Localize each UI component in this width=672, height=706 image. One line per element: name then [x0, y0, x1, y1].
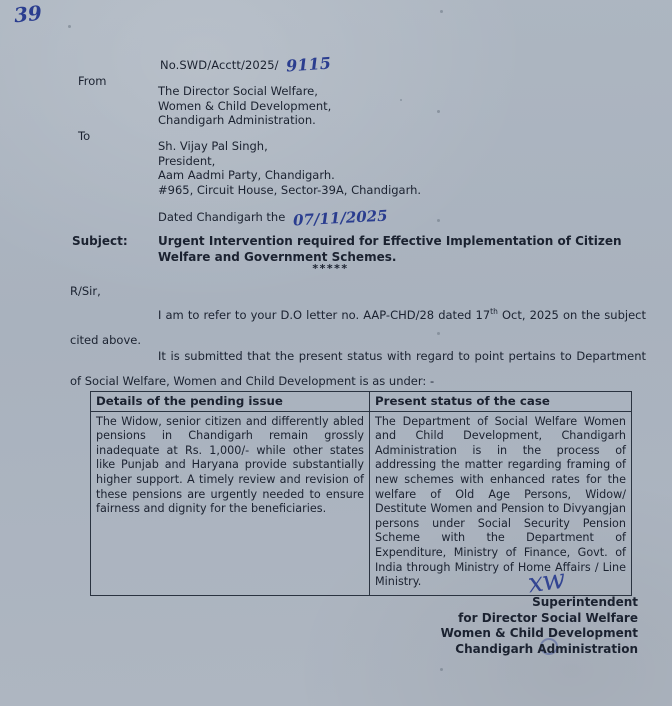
- paper-speck: [440, 668, 443, 671]
- sender-address-line: Chandigarh Administration.: [158, 113, 316, 128]
- recipient-address-line: Aam Aadmi Party, Chandigarh.: [158, 168, 335, 183]
- handwritten-page-number: 39: [12, 0, 44, 28]
- to-label: To: [78, 129, 91, 143]
- sender-address: [158, 84, 331, 128]
- paper-speck: [400, 99, 402, 101]
- handwritten-date: 07/11/2025: [292, 206, 389, 230]
- table-header-pending-issue: Details of the pending issue: [91, 392, 370, 412]
- sender-address-line: Women & Child Development,: [158, 98, 332, 113]
- dated-line: [158, 206, 389, 230]
- signature-line: for Director Social Welfare: [458, 610, 638, 625]
- recipient-address-line: #965, Circuit House, Sector-39A, Chandigarh.: [158, 182, 422, 197]
- paragraph-text-before: It is submitted that the present status with regard to point pertains to Department of Social Welfare, Women and Child Development is as under: -: [70, 349, 646, 388]
- salutation: R/Sir,: [70, 284, 101, 298]
- paragraph-text-before: I am to refer to your D.O letter no. AAP-CHD/28 dated 17: [158, 307, 491, 322]
- paper-speck: [437, 219, 440, 222]
- signature-line: Superintendent: [532, 595, 638, 609]
- reference-number: [160, 53, 332, 76]
- table-cell-pending-issue: The Widow, senior citizen and differently abled pensions in Chandigarh remain grossly inadequate at Rs. 1,000/- while other states like Punjab and Haryana provide substantially higher support. A timely review and revision of these pensions are urgently needed to ensure fairness and dignity for the beneficiaries.: [91, 411, 370, 595]
- sender-address-line: The Director Social Welfare,: [158, 84, 318, 98]
- separator-asterisks: *****: [312, 262, 349, 275]
- table-header-row: [91, 392, 632, 412]
- from-label: From: [78, 74, 107, 88]
- paper-speck: [68, 25, 71, 28]
- handwritten-signature-icon: xw: [526, 563, 567, 600]
- reference-printed: No.SWD/Acctt/2025/: [160, 58, 279, 72]
- subject-label: Subject:: [72, 234, 128, 248]
- reference-handwritten-number: 9115: [285, 53, 332, 76]
- paper-speck: [440, 10, 443, 13]
- signature-line: Women & Child Development: [440, 626, 638, 640]
- recipient-address-line: Sh. Vijay Pal Singh,: [158, 139, 268, 153]
- date-ordinal-suffix: th: [490, 307, 498, 316]
- signature-line: Chandigarh Administration: [455, 641, 638, 656]
- recipient-address-line: President,: [158, 153, 216, 168]
- body-paragraph: [70, 344, 646, 394]
- subject-text: Urgent Intervention required for Effective Implementation of Citizen Welfare and Government Schemes.: [158, 234, 622, 264]
- paragraph-text-after: Oct, 2025 on the subject cited above.: [70, 307, 646, 347]
- dated-label: Dated Chandigarh the: [158, 210, 286, 224]
- paper-speck: [437, 110, 440, 113]
- signature-block: [441, 595, 638, 657]
- table-cell-present-status: The Department of Social Welfare Women and Child Development, Chandigarh Administration is in the process of addressing the matter regarding framing of new schemes with enhanced rates for the welfare of Old Age Persons, Widow/ Destitute Women and Pension to Divyangjan persons under Social Security Pension Scheme with the Department of Expenditure, Ministry of Finance, Govt. of India through Ministry of Home Affairs / Line Ministry.: [370, 411, 632, 595]
- table-header-present-status: Present status of the case: [370, 392, 632, 412]
- recipient-address: [158, 139, 421, 197]
